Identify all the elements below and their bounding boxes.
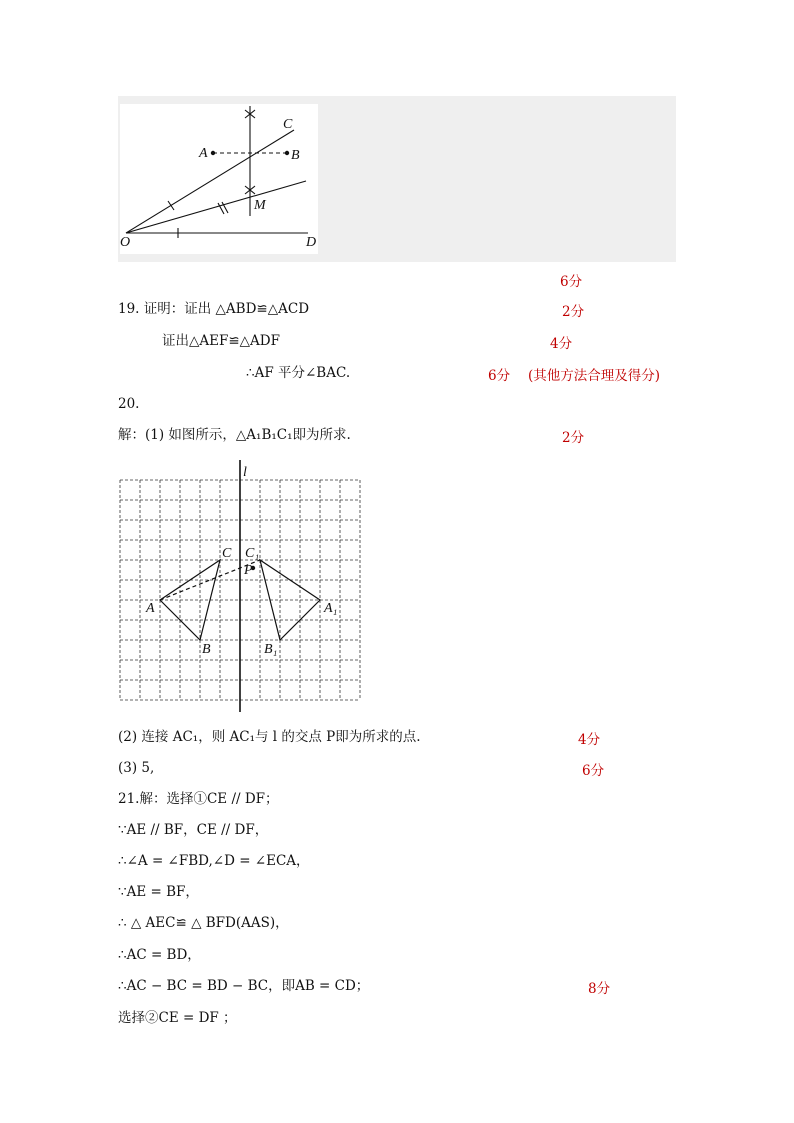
label-l: l (243, 465, 247, 480)
q20-line3: (3) 5, (118, 760, 155, 776)
q19-score3: 6分 (488, 368, 511, 384)
q19-line1: 19. 证明：证出 △ABD≌△ACD (118, 301, 310, 317)
label-p: P (244, 563, 253, 578)
grid-figure (118, 458, 368, 714)
q20-score3: 6分 (582, 763, 605, 779)
q21-line5: ∴ △ AEC≌ △ BFD(AAS)， (118, 915, 289, 931)
label-c: C (283, 117, 293, 132)
score-q18: 6分 (560, 274, 583, 290)
label-a1: A₁ (324, 601, 338, 616)
q21-line1: 21.解：选择①CE // DF； (118, 791, 279, 807)
label-b: B (291, 148, 300, 163)
label-d: D (306, 235, 317, 250)
q19-score2: 4分 (550, 336, 573, 352)
q21-line4: ∵AE = BF， (118, 884, 199, 900)
construction-figure (120, 104, 318, 254)
q21-line8: 选择②CE = DF ； (118, 1010, 237, 1026)
q21-score7: 8分 (588, 981, 611, 997)
label-c1: C₁ (245, 546, 260, 561)
q19-line2: 证出△AEF≌△ADF (162, 333, 280, 349)
q19-note: (其他方法合理及得分) (528, 368, 661, 384)
q20-number: 20. (118, 396, 140, 412)
q19-score1: 2分 (562, 304, 585, 320)
label-b1: B₁ (264, 642, 278, 657)
q20-line1: 解：(1) 如图所示，△A₁B₁C₁即为所求. (118, 427, 351, 443)
q21-line7: ∴AC − BC = BD − BC，即AB = CD； (118, 978, 370, 994)
point-a (211, 151, 215, 155)
q21-line3: ∴∠A = ∠FBD,∠D = ∠ECA， (118, 853, 310, 869)
label-c: C (222, 546, 232, 561)
label-o: O (120, 235, 131, 250)
label-a: A (199, 146, 208, 161)
label-a: A (146, 601, 155, 616)
q20-score2: 4分 (578, 732, 601, 748)
q19-line3: ∴AF 平分∠BAC. (246, 365, 351, 381)
q20-line2: (2) 连接 AC₁，则 AC₁与 l 的交点 P即为所求的点. (118, 729, 421, 745)
point-b (285, 151, 289, 155)
label-m: M (254, 198, 266, 213)
label-b: B (202, 642, 211, 657)
q21-line6: ∴AC = BD， (118, 947, 201, 963)
q20-score1: 2分 (562, 430, 585, 446)
q21-line2: ∵AE // BF，CE // DF， (118, 822, 269, 838)
